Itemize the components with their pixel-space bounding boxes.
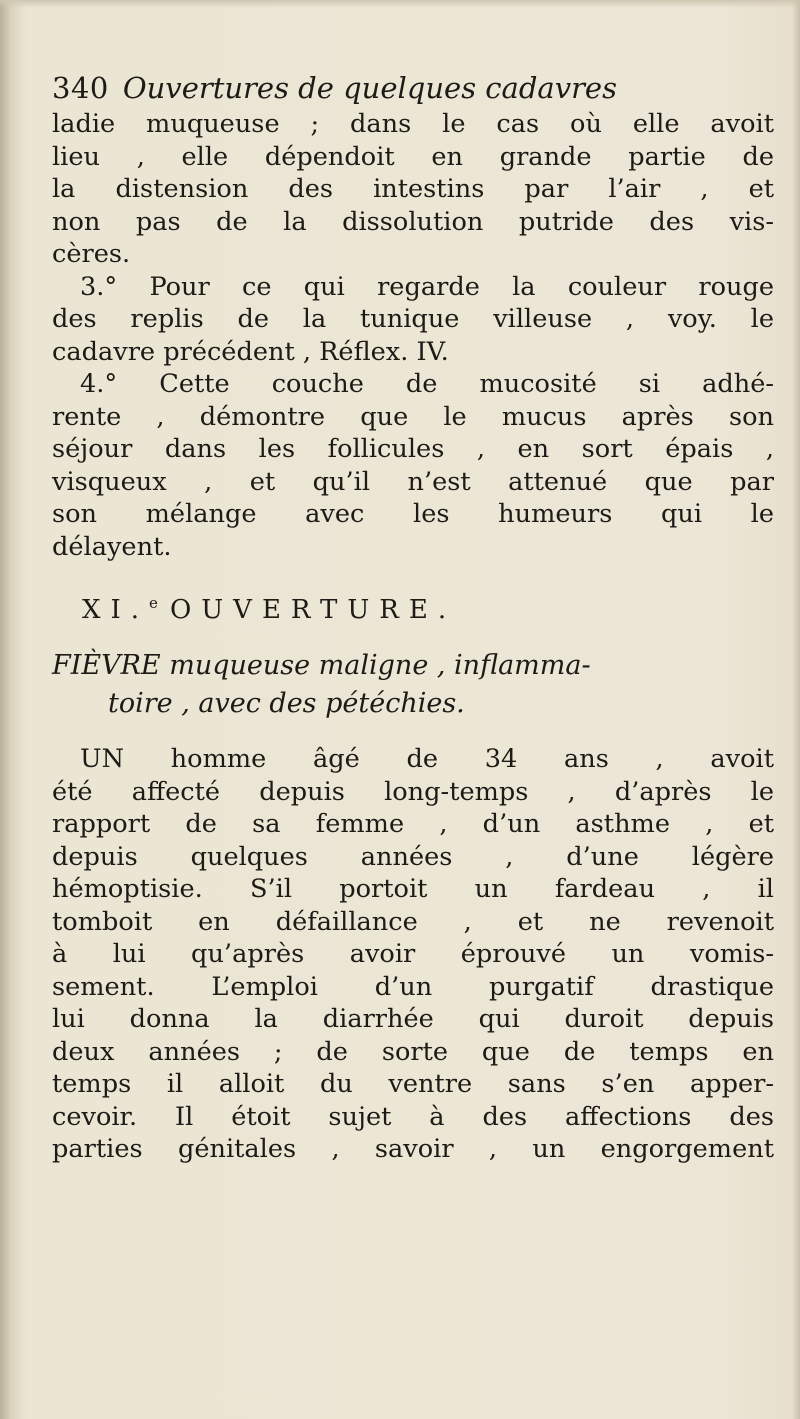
- text-line: 3.° Pour ce qui regarde la couleur rouge: [80, 271, 774, 302]
- text-line: lui donna la diarrhée qui duroit depuis: [52, 1004, 774, 1034]
- reflection-point-4: [52, 368, 774, 563]
- case-title-line: FIÈVRE muqueuse maligne , inflamma-: [52, 650, 591, 681]
- text-line: visqueux , et qu’il n’est attenué que par: [52, 466, 774, 497]
- text-line: rente , démontre que le mucus après son: [52, 401, 774, 432]
- text-line: UN homme âgé de 34 ans , avoit: [80, 744, 774, 774]
- text-line: non pas de la dissolution putride des vis-: [52, 206, 774, 237]
- page-top-edge-shadow: [0, 0, 800, 8]
- text-line: tomboit en défaillance , et ne revenoit: [52, 906, 774, 937]
- text-line: délayent.: [52, 531, 172, 562]
- text-line: son mélange avec les humeurs qui le: [52, 499, 774, 529]
- text-line: parties génitales , savoir , un engorgement: [52, 1134, 774, 1164]
- continuation-paragraph: [52, 108, 774, 271]
- text-line: depuis quelques années , d’une légère: [52, 841, 774, 872]
- running-title: Ouvertures de quelques cadavres: [122, 71, 617, 105]
- text-line: cères.: [52, 239, 131, 269]
- text-line: rapport de sa femme , d’un asthme , et: [52, 809, 774, 839]
- page-right-edge-shadow: [792, 0, 800, 1419]
- text-line: 4.° Cette couche de mucosité si adhé-: [80, 369, 774, 399]
- text-line: la distension des intestins par l’air , et: [52, 174, 774, 204]
- text-line: ladie muqueuse ; dans le cas où elle avoit: [52, 109, 774, 139]
- section-word: OUVERTURE.: [169, 595, 457, 625]
- case-title: [52, 647, 774, 723]
- text-line: hémoptisie. S’il portoit un fardeau , il: [52, 874, 774, 904]
- reflection-point-3: [52, 271, 774, 369]
- page-content: [52, 68, 774, 1166]
- text-line: temps il alloit du ventre sans s’en apper-: [52, 1069, 774, 1099]
- section-numeral: XI.: [82, 595, 150, 625]
- text-line: cadavre précédent , Réflex. IV.: [52, 336, 449, 367]
- text-line: sement. L’emploi d’un purgatif drastique: [52, 971, 774, 1002]
- text-line: séjour dans les follicules , en sort épais ,: [52, 434, 774, 464]
- section-numeral-superscript: e: [149, 594, 158, 612]
- text-line: été affecté depuis long-temps , d’après le: [52, 776, 774, 807]
- text-line: cevoir. Il étoit sujet à des affections des: [52, 1101, 774, 1132]
- case-title-line: toire , avec des pétéchies.: [108, 688, 465, 719]
- case-body-paragraph: [52, 743, 774, 1166]
- text-line: à lui qu’après avoir éprouvé un vomis-: [52, 939, 774, 969]
- running-head: [52, 68, 774, 108]
- section-heading: [52, 583, 774, 623]
- text-line: deux années ; de sorte que de temps en: [52, 1036, 774, 1067]
- text-line: des replis de la tunique villeuse , voy. le: [52, 304, 774, 334]
- page-number: 340: [52, 71, 109, 105]
- text-line: lieu , elle dépendoit en grande partie de: [52, 141, 774, 172]
